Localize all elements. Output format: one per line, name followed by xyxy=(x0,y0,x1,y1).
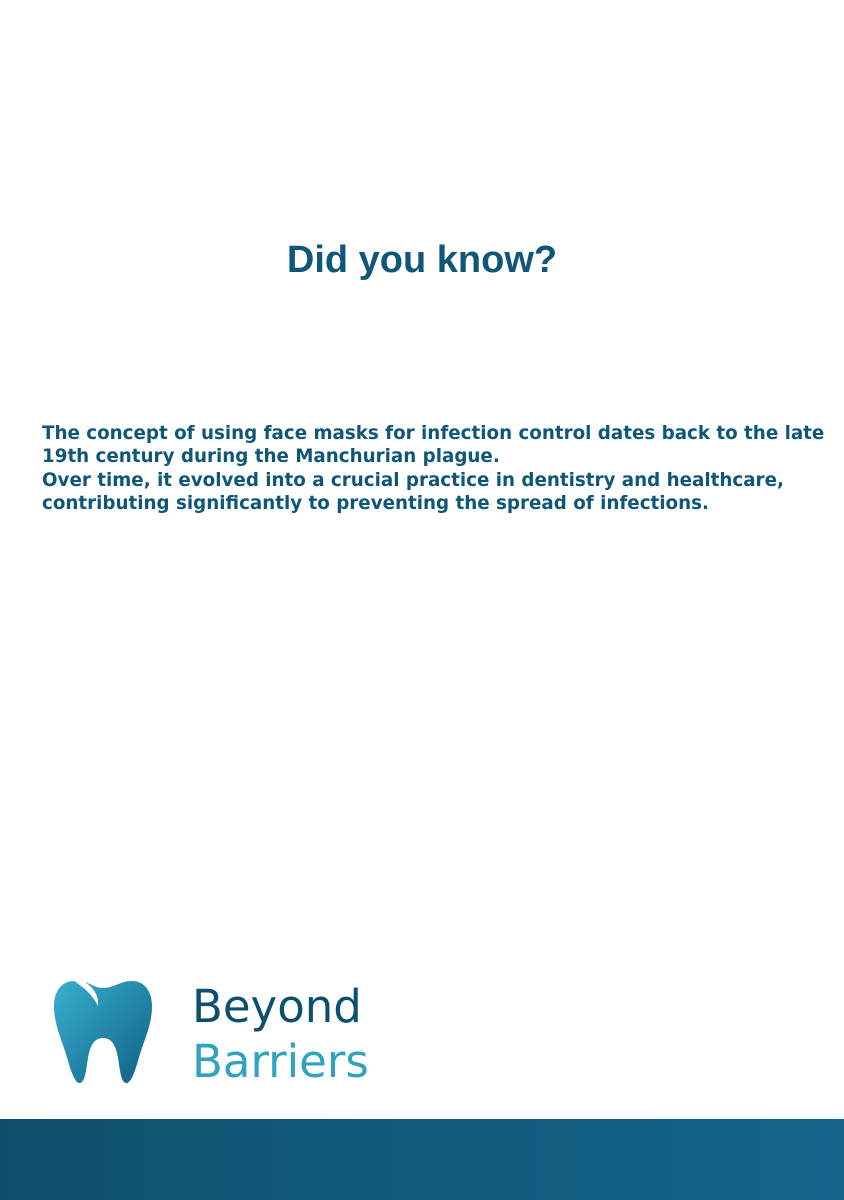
brand-name-line2: Barriers xyxy=(192,1035,369,1088)
fact-paragraph xyxy=(42,422,842,515)
fact-line: The concept of using face masks for infection control dates back to the late xyxy=(42,423,825,444)
tooth-icon xyxy=(52,978,154,1086)
footer-band xyxy=(0,1119,844,1200)
fact-line: Over time, it evolved into a crucial practice in dentistry and healthcare, xyxy=(42,469,784,491)
brand-name-line1: Beyond xyxy=(192,980,362,1033)
fact-line: 19th century during the Manchurian plague. xyxy=(42,446,500,468)
page-heading: Did you know? xyxy=(286,239,558,281)
fact-line: contributing significantly to preventing the spread of infections. xyxy=(42,492,709,514)
brand-logo xyxy=(52,975,392,1087)
